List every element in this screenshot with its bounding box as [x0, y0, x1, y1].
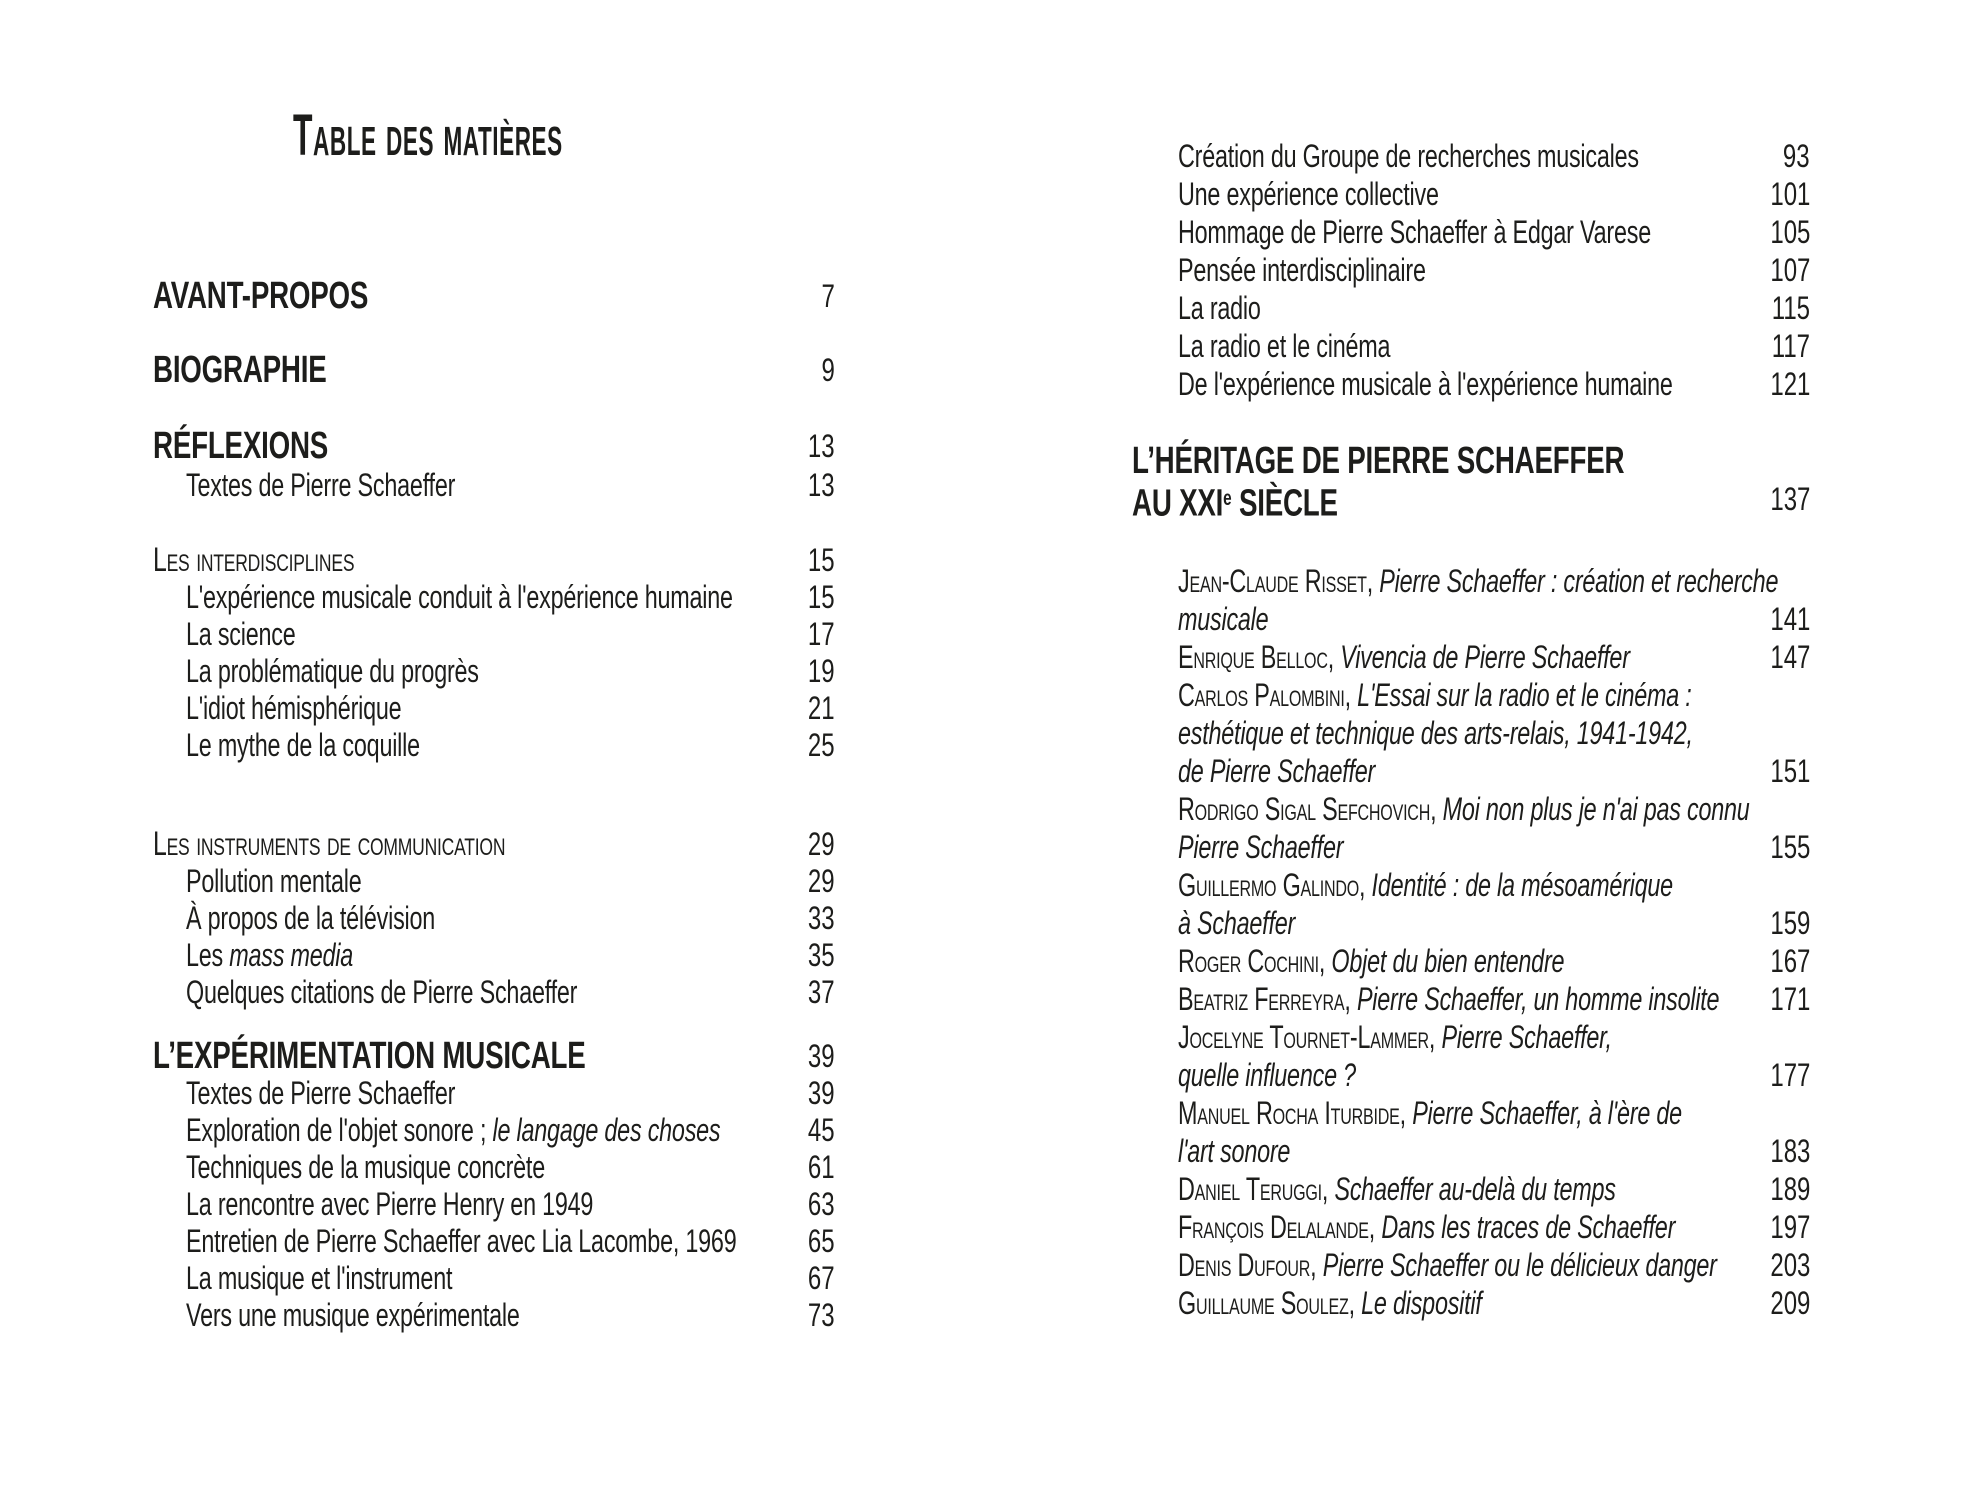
entry-label	[1178, 982, 1719, 1017]
toc-entry	[153, 1150, 835, 1185]
toc-author-entry	[1132, 1248, 1810, 1283]
toc-entry	[153, 617, 835, 652]
toc-entry	[1132, 177, 1810, 212]
work-title: Schaeffer au-delà du temps	[1334, 1171, 1616, 1207]
toc-entry	[153, 1076, 835, 1111]
page-number: 7	[821, 278, 835, 314]
work-title: Moi non plus je n'ai pas connu	[1442, 791, 1750, 827]
work-title: quelle influence ?	[1178, 1057, 1356, 1093]
toc-chapter-avant-propos	[153, 275, 835, 317]
page-number: 141	[1769, 601, 1810, 637]
chapter-label: L’HÉRITAGE DE PIERRE SCHAEFFER	[1132, 440, 1625, 482]
page-number: 35	[808, 937, 835, 973]
author-name: Guillermo Galindo,	[1178, 867, 1372, 903]
toc-entry	[153, 975, 835, 1010]
entry-label	[1178, 602, 1268, 637]
toc-entry	[153, 901, 835, 936]
toc-author-entry	[1132, 792, 1810, 827]
page-number: 167	[1769, 943, 1810, 979]
toc-entry	[153, 1261, 835, 1296]
chapter-label: BIOGRAPHIE	[153, 349, 327, 391]
section-label: Les instruments de communication	[153, 825, 506, 863]
work-title: Pierre Schaeffer	[1178, 829, 1344, 865]
toc-author-entry	[1132, 1096, 1810, 1131]
page-number: 67	[808, 1260, 835, 1296]
entry-label	[186, 1113, 720, 1148]
page-number: 177	[1769, 1057, 1810, 1093]
page-number: 61	[808, 1149, 835, 1185]
entry-label: La rencontre avec Pierre Henry en 1949	[186, 1186, 594, 1222]
author-name: Denis Dufour,	[1178, 1247, 1323, 1283]
work-title: de Pierre Schaeffer	[1178, 753, 1376, 789]
entry-label-italic: mass media	[229, 937, 354, 973]
work-title: Dans les traces de Schaeffer	[1381, 1209, 1676, 1245]
work-title: L'Essai sur la radio et le cinéma :	[1357, 677, 1692, 713]
toc-entry	[1132, 367, 1810, 402]
entry-label: La science	[186, 616, 296, 652]
toc-author-entry-continuation	[1132, 830, 1810, 865]
author-name: Beatriz Ferreyra,	[1178, 981, 1357, 1017]
page-number: 9	[821, 352, 835, 388]
entry-label: La radio	[1178, 290, 1261, 326]
page-number: 147	[1769, 639, 1810, 675]
work-title: Pierre Schaeffer : création et recherche	[1379, 563, 1779, 599]
work-title: Pierre Schaeffer, à l'ère de	[1412, 1095, 1682, 1131]
author-name: Roger Cochini,	[1178, 943, 1332, 979]
page-number: 115	[1771, 290, 1810, 326]
entry-label: Vers une musique expérimentale	[186, 1297, 520, 1333]
toc-author-entry-continuation	[1132, 754, 1810, 789]
toc-author-entry	[1132, 982, 1810, 1017]
page-number: 73	[808, 1297, 835, 1333]
right-page	[1132, 0, 1810, 1321]
author-name: Jocelyne Tournet-Lammer,	[1178, 1019, 1442, 1055]
entry-label	[1178, 830, 1343, 865]
entry-label	[1178, 678, 1692, 713]
work-title: à Schaeffer	[1178, 905, 1296, 941]
page-number: 171	[1769, 981, 1810, 1017]
entry-label: Une expérience collective	[1178, 176, 1439, 212]
entry-label	[1178, 1096, 1682, 1131]
toc-author-entry	[1132, 678, 1810, 713]
work-title: Pierre Schaeffer ou le délicieux danger	[1322, 1247, 1717, 1283]
entry-label: L'idiot hémisphérique	[186, 690, 402, 726]
entry-label: L'expérience musicale conduit à l'expérience humaine	[186, 579, 733, 615]
superscript-e: e	[1223, 487, 1232, 510]
entry-label: La radio et le cinéma	[1178, 328, 1391, 364]
toc-entry	[1132, 139, 1810, 174]
author-name: Rodrigo Sigal Sefchovich,	[1178, 791, 1443, 827]
page-number: 33	[808, 900, 835, 936]
page-number: 13	[808, 467, 835, 503]
page-number: 19	[808, 653, 835, 689]
left-page	[153, 0, 835, 1333]
entry-label	[1178, 1210, 1675, 1245]
page-number: 39	[808, 1075, 835, 1111]
page-number: 17	[808, 616, 835, 652]
work-title: Identité : de la mésoamérique	[1371, 867, 1673, 903]
page-number: 117	[1771, 328, 1810, 364]
toc-entry	[153, 1187, 835, 1222]
toc-author-entry	[1132, 1020, 1810, 1055]
page-number: 159	[1769, 905, 1810, 941]
page-number: 105	[1769, 214, 1810, 250]
toc-entry	[1132, 329, 1810, 364]
page-number: 121	[1769, 366, 1810, 402]
entry-label-italic: le langage des choses	[492, 1112, 721, 1148]
toc-author-entry	[1132, 1286, 1810, 1321]
toc-author-entry-continuation	[1132, 1058, 1810, 1093]
author-name: Enrique Belloc,	[1178, 639, 1341, 675]
page-number: 29	[808, 863, 835, 899]
toc-author-entry	[1132, 564, 1810, 599]
entry-label	[1178, 1286, 1482, 1321]
entry-label: De l'expérience musicale à l'expérience humaine	[1178, 366, 1673, 402]
toc-entry	[153, 864, 835, 899]
toc-author-entry-continuation	[1132, 602, 1810, 637]
entry-label: À propos de la télévision	[186, 900, 436, 936]
page-number: 137	[1769, 481, 1810, 517]
toc-entry	[153, 691, 835, 726]
entry-label: Textes de Pierre Schaeffer	[186, 467, 456, 503]
page-number: 15	[808, 542, 835, 578]
chapter-label-part: SIÈCLE	[1231, 482, 1338, 525]
entry-label-plain: Les	[186, 937, 230, 973]
work-title: esthétique et technique des arts-relais, 1941-1942,	[1178, 715, 1693, 751]
page-number: 65	[808, 1223, 835, 1259]
page-number: 93	[1783, 138, 1810, 174]
toc-chapter-experimentation	[153, 1035, 835, 1077]
entry-label: Entretien de Pierre Schaeffer avec Lia Lacombe, 1969	[186, 1223, 737, 1259]
page-number: 189	[1769, 1171, 1810, 1207]
toc-author-entry-continuation	[1132, 906, 1810, 941]
entry-label	[1178, 1134, 1290, 1169]
chapter-line-1	[1132, 442, 1810, 480]
work-title: Pierre Schaeffer,	[1441, 1019, 1612, 1055]
entry-label: Textes de Pierre Schaeffer	[186, 1075, 456, 1111]
entry-label: Création du Groupe de recherches musicales	[1178, 138, 1639, 174]
chapter-label: RÉFLEXIONS	[153, 425, 329, 467]
toc-entry	[1132, 215, 1810, 250]
entry-label: Techniques de la musique concrète	[186, 1149, 545, 1185]
entry-label	[1178, 716, 1693, 751]
entry-label: Le mythe de la coquille	[186, 727, 420, 763]
page-number: 39	[808, 1038, 835, 1074]
entry-label	[1178, 1248, 1717, 1283]
author-name: Daniel Teruggi,	[1178, 1171, 1335, 1207]
page-number: 203	[1769, 1247, 1810, 1283]
author-name: Manuel Rocha Iturbide,	[1178, 1095, 1413, 1131]
entry-label	[1178, 640, 1630, 675]
toc-title: Table des matières	[293, 103, 563, 168]
chapter-line-2	[1132, 480, 1810, 525]
entry-label	[1178, 792, 1750, 827]
toc-author-entry	[1132, 944, 1810, 979]
entry-label	[1178, 754, 1375, 789]
toc-entry	[153, 1113, 835, 1148]
entry-label: La problématique du progrès	[186, 653, 479, 689]
toc-entry	[153, 728, 835, 763]
toc-author-entry	[1132, 868, 1810, 903]
toc-entry	[1132, 291, 1810, 326]
toc-entry	[153, 1224, 835, 1259]
toc-entry	[153, 468, 835, 503]
author-name: Carlos Palombini,	[1178, 677, 1358, 713]
entry-label: Quelques citations de Pierre Schaeffer	[186, 974, 578, 1010]
toc-entry	[153, 654, 835, 689]
work-title: Vivencia de Pierre Schaeffer	[1340, 639, 1630, 675]
toc-chapter-biographie	[153, 349, 835, 391]
entry-label: Pensée interdisciplinaire	[1178, 252, 1426, 288]
entry-label	[1178, 868, 1673, 903]
toc-author-entry	[1132, 1210, 1810, 1245]
chapter-label-part: AU XXI	[1132, 482, 1224, 525]
toc-entry	[1132, 253, 1810, 288]
work-title: musicale	[1178, 601, 1269, 637]
page-number: 63	[808, 1186, 835, 1222]
page-number: 25	[808, 727, 835, 763]
entry-label	[1178, 564, 1778, 599]
work-title: Objet du bien entendre	[1331, 943, 1565, 979]
work-title: Pierre Schaeffer, un homme insolite	[1356, 981, 1720, 1017]
entry-label	[1178, 944, 1564, 979]
page-number: 21	[808, 690, 835, 726]
toc-author-entry	[1132, 1172, 1810, 1207]
entry-label: La musique et l'instrument	[186, 1260, 453, 1296]
author-name: Guillaume Soulez,	[1178, 1285, 1362, 1321]
entry-label-plain: Exploration de l'objet sonore ;	[186, 1112, 493, 1148]
toc-entry	[153, 580, 835, 615]
author-name: François Delalande,	[1178, 1209, 1382, 1245]
toc-section-instruments	[153, 827, 835, 862]
chapter-label: AVANT-PROPOS	[153, 275, 369, 317]
page-number: 197	[1769, 1209, 1810, 1245]
page-number: 13	[808, 428, 835, 464]
page-number: 15	[808, 579, 835, 615]
toc-chapter-heritage	[1132, 440, 1810, 525]
toc-author-entry-continuation	[1132, 1134, 1810, 1169]
page-number: 155	[1769, 829, 1810, 865]
entry-label	[1178, 1058, 1356, 1093]
chapter-label	[1132, 480, 1338, 525]
toc-chapter-reflexions	[153, 425, 835, 467]
chapter-label: L’EXPÉRIMENTATION MUSICALE	[153, 1035, 586, 1077]
entry-label: Hommage de Pierre Schaeffer à Edgar Varese	[1178, 214, 1651, 250]
entry-label	[186, 938, 353, 973]
entry-label	[1178, 906, 1295, 941]
page-number: 151	[1769, 753, 1810, 789]
entry-label: Pollution mentale	[186, 863, 362, 899]
toc-author-entry	[1132, 640, 1810, 675]
work-title: l'art sonore	[1178, 1133, 1291, 1169]
toc-entry	[153, 1298, 835, 1333]
page-number: 37	[808, 974, 835, 1010]
section-label: Les interdisciplines	[153, 541, 355, 579]
page-number: 183	[1769, 1133, 1810, 1169]
toc-entry	[153, 938, 835, 973]
entry-label	[1178, 1020, 1612, 1055]
work-title: Le dispositif	[1361, 1285, 1482, 1321]
page-number: 209	[1769, 1285, 1810, 1321]
toc-section-interdisciplines	[153, 543, 835, 578]
page-number: 107	[1769, 252, 1810, 288]
page-number: 29	[808, 826, 835, 862]
entry-label	[1178, 1172, 1616, 1207]
toc-author-entry-continuation	[1132, 716, 1810, 751]
page-number: 45	[808, 1112, 835, 1148]
author-name: Jean-Claude Risset,	[1178, 563, 1380, 599]
page-number: 101	[1769, 176, 1810, 212]
